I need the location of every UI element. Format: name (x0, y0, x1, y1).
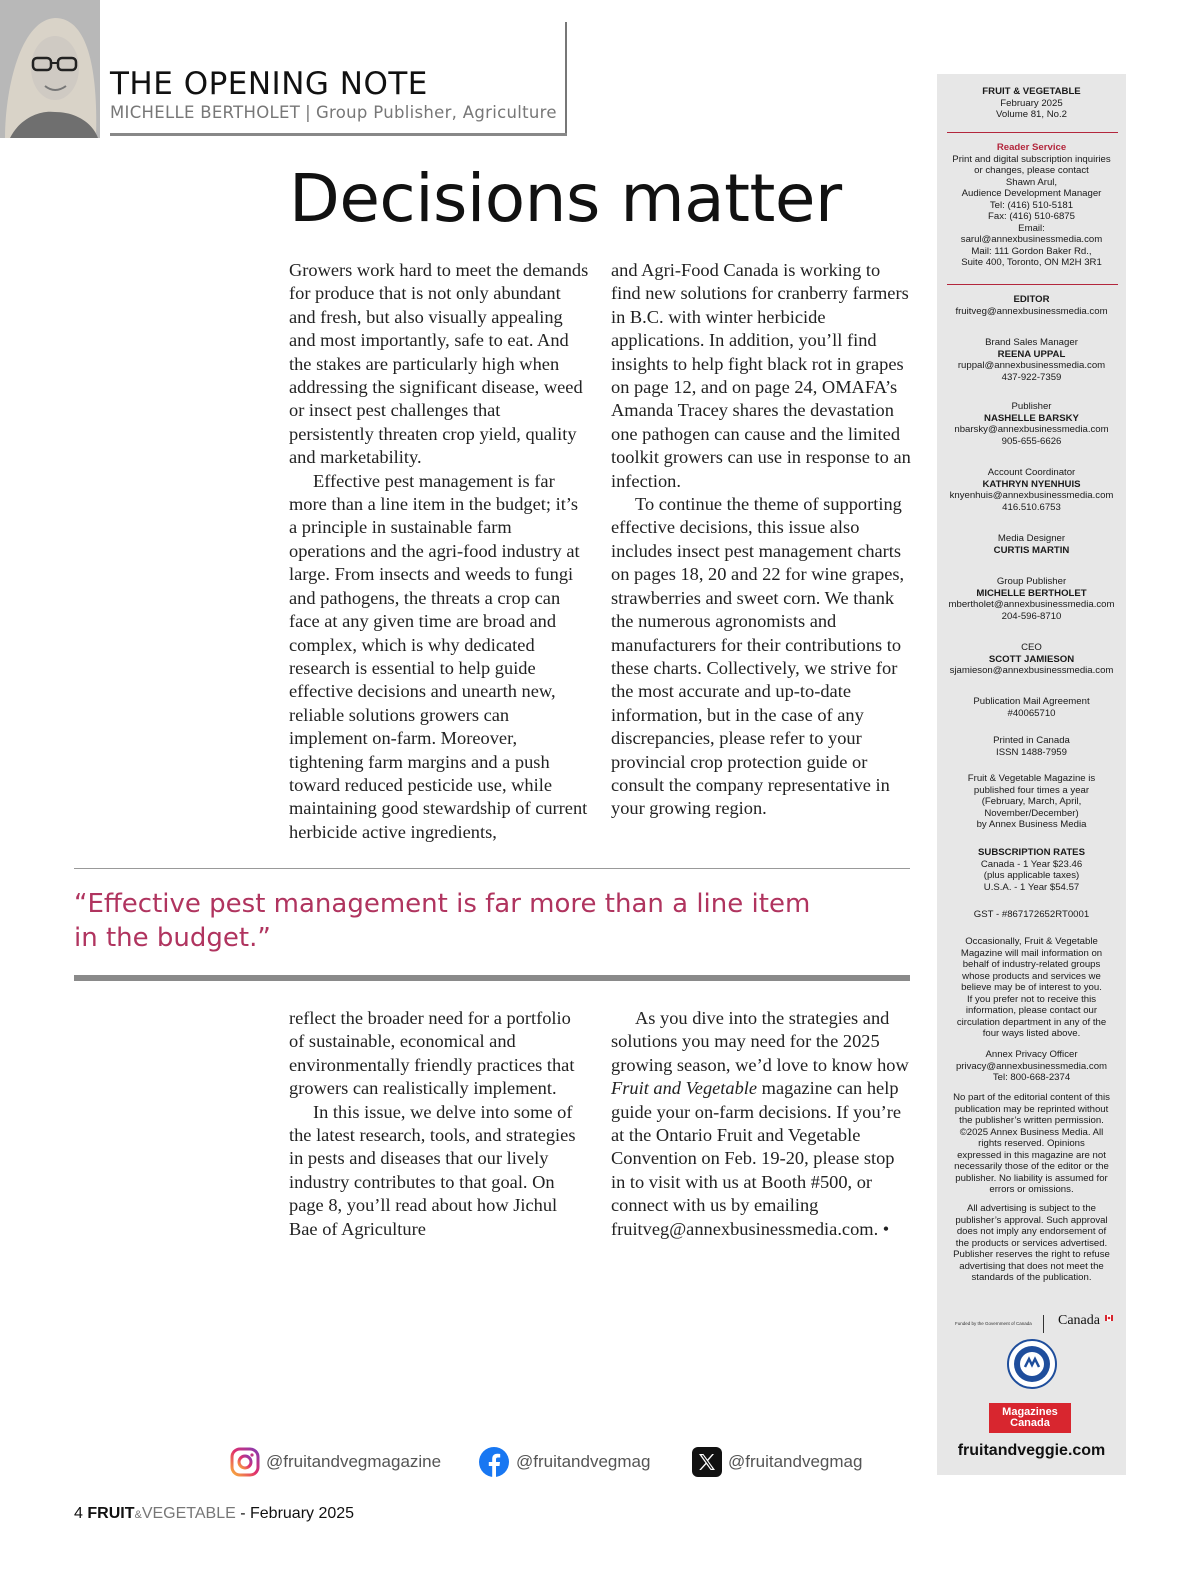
gst-line: GST - #867172652RT0001 (973, 909, 1090, 920)
magazine-title-italic: Fruit and Vegetable (611, 1078, 758, 1099)
canada-wordmark: Canada (1058, 1313, 1100, 1328)
staff-email: mbertholet@annexbusinessmedia.com (948, 599, 1115, 610)
header-horizontal-rule (110, 133, 567, 136)
staff-role: Group Publisher (996, 576, 1067, 587)
occasionally-block (941, 936, 1122, 1040)
subscription-rates-block (941, 847, 1122, 893)
copyright-line: ©2025 Annex Business Media. All (959, 1126, 1104, 1138)
instagram-handle: @fruitandvegmagazine (266, 1452, 442, 1471)
reader-service-line: Shawn Arul, (1005, 176, 1058, 188)
privacy-line: privacy@annexbusinessmedia.com (955, 1060, 1108, 1072)
masthead-sidebar (937, 74, 1126, 1475)
paragraph-text: As you dive into the strategies and solutions you may need for the 2025 growing season, we’d love to know how (611, 1008, 909, 1075)
masthead-issue-date: February 2025 (1000, 97, 1063, 109)
advertising-block (941, 1203, 1122, 1284)
facebook-handle: @fruitandvegmag (516, 1452, 651, 1471)
reader-service-line: Audience Development Manager (961, 188, 1102, 199)
funded-text: Funded by the Government of Canada (955, 1321, 1032, 1326)
staff-entry (941, 467, 1122, 513)
published-line: by Annex Business Media (976, 819, 1087, 830)
published-block (941, 773, 1122, 831)
advertising-line: publisher’s approval. Such approval (955, 1214, 1108, 1226)
staff-name: KATHRYN NYENHUIS (982, 478, 1081, 490)
reader-service-line: sarul@annexbusinessmedia.com (960, 234, 1103, 245)
masthead-pub-info (941, 86, 1122, 121)
paragraph: reflect the broader need for a portfolio of sustainable, economical and environmentally friendly practices that growers can realistically implement. (289, 1008, 575, 1099)
paragraph: To continue the theme of supporting effective decisions, this issue also includes insect pest management charts on pages 18, 20 and 22 for wine grapes, strawberries and sweet corn. We thank the numerous agronomists and manufacturers for their contributions to these charts. Collectively, we strive for the most accurate and up-to-date information, but in the case of any discrepancies, please refer to your provincial crop protection guide or consult the company representative in your growing region. (611, 494, 905, 819)
printed-block (941, 735, 1122, 758)
author-name: MICHELLE BERTHOLET (110, 103, 301, 122)
reader-service-line: Suite 400, Toronto, ON M2H 3R1 (961, 257, 1102, 268)
occasionally-line: information, please contact our (965, 1005, 1098, 1016)
occasionally-line: circulation department in any of the (956, 1016, 1107, 1028)
copyright-line: errors or omissions. (989, 1184, 1074, 1195)
staff-entry (941, 533, 1122, 556)
paragraph: Growers work hard to meet the demands for produce that is not only abundant and fresh, but also visually appealing and most importantly, safe to eat. And the stakes are particularly high when addressing the significant disease, weed or insect pest challenges that persistently threaten crop yield, quality and marketability. (289, 260, 589, 468)
copyright-line: necessarily those of the editor or the (954, 1161, 1109, 1172)
occasionally-line: If you prefer not to receive this (966, 993, 1097, 1005)
staff-phone: 204-596-8710 (1001, 610, 1062, 622)
article-column-1 (289, 259, 589, 844)
printed-line: ISSN 1488-7959 (996, 746, 1067, 758)
reader-service-line: or changes, please contact (974, 165, 1089, 176)
copyright-line: publisher. No liability is assumed for (955, 1172, 1108, 1184)
article-headline: Decisions matter (289, 160, 842, 237)
staff-phone: 437-922-7359 (1001, 371, 1062, 383)
article-column-2 (611, 259, 911, 821)
column-name: THE OPENING NOTE (110, 66, 428, 102)
reader-service-line: Print and digital subscription inquiries (952, 153, 1111, 165)
staff-email: ruppal@annexbusinessmedia.com (957, 360, 1106, 371)
privacy-line: Annex Privacy Officer (985, 1049, 1078, 1060)
reader-service-line: Fax: (416) 510-6875 (988, 211, 1075, 222)
published-line: published four times a year (973, 784, 1090, 796)
published-line: (February, March, April, (981, 796, 1082, 807)
footer-brand-fruit: FRUIT (87, 1505, 135, 1522)
occasionally-line: believe may be of interest to you. (961, 982, 1102, 993)
masthead-volume: Volume 81, No.2 (996, 109, 1067, 120)
mail-agreement-block (941, 696, 1122, 719)
paragraph: Effective pest management is far more than a line item in the budget; it’s a principle in sustainable farm operations and the agri-food industry at large. From insects and weeds to fungi and pathogens, the threats a crop can face at any given time are broad and complex, which is why dedicated research is essential to help guide effective decisions and unearth new, reliable solutions growers can implement on-farm. Moreover, tightening farm margins and a push toward reduced pesticide use, while maintaining good stewardship of current herbicide active ingredients, (289, 470, 588, 842)
pull-quote-top-rule (74, 868, 910, 869)
staff-entry (941, 576, 1122, 622)
social-x[interactable] (692, 1445, 862, 1479)
facebook-icon (478, 1446, 510, 1478)
byline (110, 103, 557, 122)
footer-brand-amp: & (134, 1509, 142, 1521)
reader-service-line: Mail: 111 Gordon Baker Rd., (971, 245, 1092, 257)
occasionally-line: behalf of industry-related groups (962, 959, 1101, 970)
author-photo (0, 0, 100, 138)
reader-service-line: Email: (1018, 222, 1045, 234)
staff-entry (941, 337, 1122, 383)
staff-phone: 905-655-6626 (1001, 435, 1062, 447)
staff-name: MICHELLE BERTHOLET (976, 587, 1087, 599)
subscription-rates-title: SUBSCRIPTION RATES (978, 847, 1085, 858)
canada-flag-icon (1105, 1315, 1113, 1321)
page-footer (74, 1505, 354, 1523)
instagram-icon (230, 1447, 260, 1477)
staff-phone: 416.510.6753 (1002, 501, 1061, 513)
occasionally-line: Occasionally, Fruit & Vegetable (965, 936, 1098, 947)
mag-canada-line: Magazines (1002, 1406, 1058, 1418)
footer-date: - February 2025 (240, 1505, 355, 1522)
article-column-3 (289, 1007, 589, 1241)
header-vertical-rule (565, 22, 567, 134)
staff-name: SCOTT JAMIESON (988, 653, 1075, 665)
editor-block (941, 294, 1122, 317)
pull-quote-bottom-rule (74, 975, 910, 981)
published-line: Fruit & Vegetable Magazine is (967, 773, 1096, 784)
paragraph: In this issue, we delve into some of the latest research, tools, and strategies in pests and diseases that our lively industry contributes to that goal. On page 8, you’ll read about how Jichul Bae of Agriculture (289, 1101, 576, 1239)
paragraph: and Agri-Food Canada is working to find new solutions for cranberry farmers in B.C. with winter herbicide applications. In addition, you’ll find insights to help fight black rot in grapes on page 12, and on page 24, OMAFA’s Amanda Tracey shares the devastation one pathogen can cause and the limited toolkit growers can use in response to an infection. (611, 260, 911, 491)
article-column-4 (611, 1007, 911, 1241)
staff-email: knyenhuis@annexbusinessmedia.com (949, 490, 1114, 501)
subscription-rate-line: Canada - 1 Year $23.46 (980, 858, 1083, 870)
x-handle: @fruitandvegmag (728, 1452, 863, 1471)
staff-entry (941, 401, 1122, 447)
editor-title: EDITOR (1013, 294, 1050, 305)
masthead-pub-name: FRUIT & VEGETABLE (982, 86, 1081, 97)
staff-name: NASHELLE BARSKY (984, 412, 1079, 424)
staff-name: REENA UPPAL (997, 348, 1066, 360)
copyright-line: No part of the editorial content of this (953, 1092, 1110, 1103)
staff-role: Account Coordinator (987, 467, 1076, 478)
occasionally-line: Magazine will mail information on (960, 947, 1103, 959)
mail-agreement-line: Publication Mail Agreement (973, 696, 1090, 707)
staff-role: Media Designer (997, 533, 1066, 544)
staff-email: sjamieson@annexbusinessmedia.com (949, 665, 1114, 676)
social-instagram[interactable] (230, 1445, 441, 1479)
mail-agreement-line: #40065710 (1007, 707, 1056, 719)
copyright-line: expressed in this magazine are not (957, 1149, 1106, 1161)
copyright-line: publication may be reprinted without (954, 1103, 1109, 1115)
advertising-line: Publisher reserves the right to refuse (953, 1249, 1110, 1260)
advertising-line: does not imply any endorsement of (956, 1226, 1107, 1237)
published-line: November/December) (984, 807, 1079, 819)
author-role: Group Publisher, Agriculture (315, 103, 557, 122)
privacy-block (941, 1049, 1122, 1084)
printed-line: Printed in Canada (993, 735, 1070, 746)
staff-email: nbarsky@annexbusinessmedia.com (954, 424, 1109, 435)
copyright-block (941, 1092, 1122, 1196)
reader-service-block (941, 142, 1122, 269)
reader-service-line: Tel: (416) 510-5181 (989, 199, 1074, 211)
subscription-rate-line: U.S.A. - 1 Year $54.57 (983, 881, 1080, 893)
staff-role: CEO (1021, 642, 1042, 653)
advertising-line: standards of the publication. (971, 1272, 1092, 1283)
staff-entry (941, 642, 1122, 677)
page-number: 4 (74, 1505, 83, 1522)
website-link[interactable]: fruitandveggie.com (957, 1442, 1106, 1459)
advertising-line: All advertising is subject to the (966, 1203, 1097, 1214)
reader-service-title: Reader Service (996, 142, 1067, 153)
occasionally-line: four ways listed above. (982, 1028, 1081, 1039)
x-icon (692, 1447, 722, 1477)
footer-brand-vegetable: VEGETABLE (141, 1505, 236, 1522)
copyright-line: the publisher’s written permission. (959, 1115, 1104, 1126)
copyright-line: rights reserved. Opinions (978, 1138, 1085, 1149)
logo-divider (1043, 1315, 1044, 1333)
byline-separator: | (305, 103, 311, 122)
privacy-line: Tel: 800-668-2374 (992, 1072, 1071, 1083)
mag-canada-line: Canada (1010, 1417, 1050, 1429)
staff-role: Brand Sales Manager (985, 337, 1078, 348)
paragraph-text: magazine can help guide your on-farm decisions. If you’re at the Ontario Fruit and Vegetable Convention on Feb. 19-20, please stop in to visit with us at Booth #500, or connect with us by emailing fruitveg@annexbusinessmedia.com. • (611, 1078, 902, 1239)
magazines-canada-logo (989, 1403, 1071, 1433)
subscription-rate-line: (plus applicable taxes) (983, 870, 1080, 881)
staff-role: Publisher (1011, 401, 1052, 412)
paragraph (611, 1007, 911, 1241)
staff-name: CURTIS MARTIN (993, 544, 1070, 556)
occasionally-line: whose products and services we (962, 970, 1101, 982)
masthead-rule (947, 284, 1118, 285)
advertising-line: advertising that does not meet the (959, 1260, 1104, 1272)
editor-email: fruitveg@annexbusinessmedia.com (955, 305, 1108, 317)
government-funding-logo (955, 1315, 1115, 1335)
advertising-line: the products or services advertised. (955, 1237, 1108, 1249)
social-facebook[interactable] (478, 1445, 650, 1479)
seal-icon (1007, 1339, 1057, 1389)
pull-quote: “Effective pest management is far more than a line item in the budget.” (74, 889, 811, 953)
masthead-rule (947, 132, 1118, 133)
